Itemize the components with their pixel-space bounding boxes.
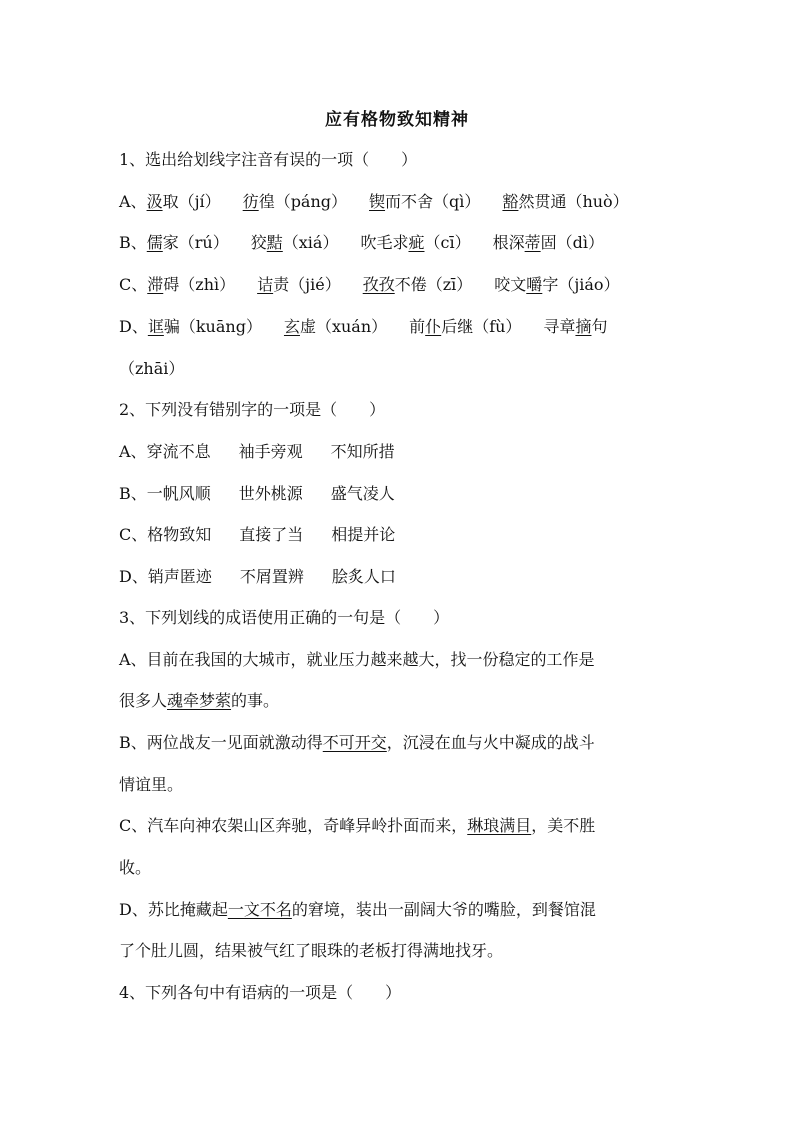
q1-a-item-2 — [243, 191, 347, 213]
q1-b-item-1 — [147, 232, 229, 254]
underlined-idiom: 魂牵梦萦 — [167, 691, 232, 710]
idiom: 直接了当 — [239, 525, 304, 544]
item-text: 取（jí） — [162, 192, 221, 211]
item-prefix: 狡 — [250, 233, 267, 252]
q1-a-item-3 — [369, 191, 480, 213]
item-text: 而不舍（qì） — [385, 192, 481, 211]
text: 的事。 — [231, 691, 280, 710]
q1-d-item-3 — [409, 316, 521, 338]
underlined-char: 儒 — [146, 233, 163, 252]
q1-c-item-1 — [147, 274, 235, 296]
q1-option-b — [119, 232, 679, 254]
idiom: 不屑置辨 — [239, 567, 304, 586]
underlined-char: 彷 — [242, 192, 259, 211]
q2-stem: 2、下列没有错别字的一项是（ ） — [119, 400, 386, 419]
q1-a-item-1 — [147, 191, 221, 213]
underlined-char: 锲 — [369, 192, 386, 211]
idiom: 穿流不息 — [146, 442, 211, 461]
underlined-char: 汲 — [146, 192, 163, 211]
underlined-char: 孜孜 — [362, 275, 395, 294]
q1-b-item-4 — [493, 232, 604, 254]
q1-b-item-2 — [251, 232, 339, 254]
q1-d-item-1 — [148, 316, 262, 338]
q1-d-item-4 — [543, 316, 607, 338]
q2-option-d — [119, 566, 679, 588]
idiom: 相提并论 — [331, 525, 396, 544]
idiom: 世外桃源 — [238, 484, 303, 503]
q3-option-b-line1 — [119, 732, 679, 754]
q2-option-b — [119, 483, 679, 505]
item-text: 后继（fù） — [441, 317, 522, 336]
idiom: 脍炙人口 — [331, 567, 396, 586]
q1-a-item-4 — [502, 191, 628, 213]
underlined-char: 黠 — [266, 233, 283, 252]
item-prefix: 吹毛求 — [360, 233, 409, 252]
idiom: 不知所措 — [330, 442, 395, 461]
q3-option-d-line1 — [119, 899, 679, 921]
text: ，美不胜 — [531, 816, 596, 835]
item-text: 责（jié） — [273, 275, 341, 294]
idiom: 盛气凌人 — [330, 484, 395, 503]
q3-option-c-line2: 收。 — [119, 858, 152, 877]
item-text: 徨（páng） — [258, 192, 348, 211]
underlined-char: 滞 — [147, 275, 164, 294]
item-prefix: 根深 — [492, 233, 525, 252]
item-text: 骗（kuāng） — [163, 317, 262, 336]
q3-option-b-line2: 情谊里。 — [119, 775, 184, 794]
underlined-char: 仆 — [425, 317, 442, 336]
q1-b-item-3 — [360, 232, 470, 254]
item-text: 固（dì） — [540, 233, 604, 252]
q1-c-item-2 — [257, 274, 341, 296]
q3-option-c-line1 — [119, 815, 679, 837]
text: B、两位战友一见面就激动得 — [119, 733, 323, 752]
q4-stem: 4、下列各句中有语病的一项是（ ） — [119, 983, 402, 1002]
option-label: C、 — [119, 275, 148, 294]
q3-stem: 3、下列划线的成语使用正确的一句是（ ） — [119, 608, 450, 627]
underlined-char: 诘 — [257, 275, 274, 294]
page-title: 应有格物致知精神 — [325, 110, 469, 130]
option-label: B、 — [119, 233, 147, 252]
q1-stem: 1、选出给划线字注音有误的一项（ ） — [119, 150, 418, 169]
text: C、汽车向神农架山区奔驰，奇峰异岭扑面而来， — [119, 816, 468, 835]
item-prefix: 咬文 — [494, 275, 527, 294]
option-label: A、 — [119, 192, 147, 211]
item-text: 虚（xuán） — [299, 317, 388, 336]
item-text: （xiá） — [282, 233, 339, 252]
underlined-char: 疵 — [408, 233, 425, 252]
option-label: B、 — [119, 484, 147, 503]
idiom: 销声匿迹 — [147, 567, 212, 586]
text: ，沉浸在血与火中凝成的战斗 — [386, 733, 595, 752]
item-text: 不倦（zī） — [394, 275, 473, 294]
text: D、苏比掩藏起 — [119, 900, 228, 919]
item-text: 碍（zhì） — [163, 275, 236, 294]
underlined-char: 摘 — [575, 317, 592, 336]
idiom: 袖手旁观 — [238, 442, 303, 461]
underlined-idiom: 琳琅满目 — [467, 816, 532, 835]
q2-option-a — [119, 441, 679, 463]
q2-option-c — [119, 524, 679, 546]
item-prefix: 前 — [409, 317, 426, 336]
underlined-char: 嚼 — [526, 275, 543, 294]
item-text: 字（jiáo） — [542, 275, 620, 294]
underlined-char: 诓 — [147, 317, 164, 336]
item-prefix: 寻章 — [543, 317, 576, 336]
q3-option-a-line1: A、目前在我国的大城市，就业压力越来越大，找一份稳定的工作是 — [119, 650, 595, 669]
underlined-char: 蒂 — [524, 233, 541, 252]
underlined-char: 豁 — [502, 192, 519, 211]
item-text: 家（rú） — [162, 233, 229, 252]
item-text: 句 — [591, 317, 608, 336]
q1-option-c — [119, 274, 679, 296]
option-label: D、 — [119, 317, 148, 336]
text: 的窘境，装出一副阔大爷的嘴脸，到餐馆混 — [291, 900, 596, 919]
q1-option-d-wrap: （zhāi） — [119, 359, 185, 378]
underlined-idiom: 一文不名 — [227, 900, 292, 919]
idiom: 格物致知 — [147, 525, 212, 544]
option-label: A、 — [119, 442, 147, 461]
q1-option-d — [119, 316, 679, 338]
q1-option-a — [119, 191, 679, 213]
q1-d-item-2 — [284, 316, 387, 338]
text: 很多人 — [119, 691, 168, 710]
underlined-idiom: 不可开交 — [322, 733, 387, 752]
item-text: 然贯通（huò） — [518, 192, 629, 211]
underlined-char: 玄 — [283, 317, 300, 336]
option-label: D、 — [119, 567, 148, 586]
idiom: 一帆风顺 — [146, 484, 211, 503]
q1-c-item-3 — [363, 274, 473, 296]
q3-option-a-line2 — [119, 690, 679, 712]
item-text: （cī） — [424, 233, 471, 252]
q1-c-item-4 — [494, 274, 619, 296]
option-label: C、 — [119, 525, 148, 544]
q3-option-d-line2: 了个肚儿圆，结果被气红了眼珠的老板打得满地找牙。 — [119, 941, 504, 960]
